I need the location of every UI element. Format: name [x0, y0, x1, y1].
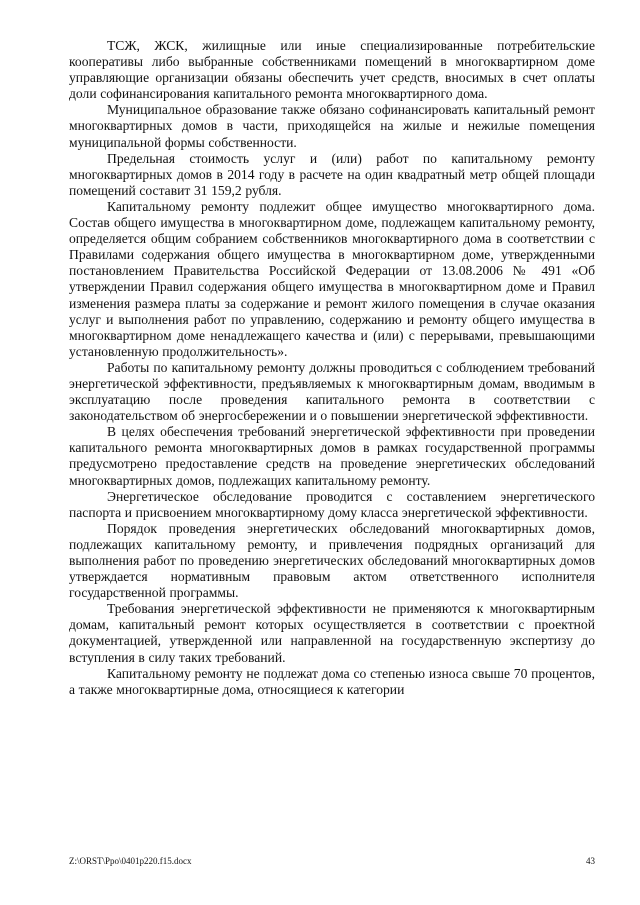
paragraph-energy-passport: Энергетическое обследование проводится с составлением энергетического паспорта и присвоением многоквартирному дому класса энергетической эффективности.: [69, 488, 595, 520]
paragraph-energy-requirements: Работы по капитальному ремонту должны проводиться с соблюдением требований энергетической эффективности, предъявляемых к многоквартирным домам, вводимым в эксплуатацию после проведения капитального ремонта в соответствии с законодательством об энергосбережении и о повышении энергетической эффективности.: [69, 359, 595, 424]
footer-file-path: Z:\ORST\Ppo\0401p220.f15.docx: [69, 856, 192, 866]
document-body: [69, 38, 595, 698]
paragraph-audit-procedure: Порядок проведения энергетических обследований многоквартирных домов, подлежащих капитальному ремонту, и привлечения подрядных организаций для выполнения работ по проведению энергетических обследований многоквартирных домов утверждается нормативным правовым актом ответственного исполнителя государственной программы.: [69, 520, 595, 601]
paragraph-cost-limit: Предельная стоимость услуг и (или) работ по капитальному ремонту многоквартирных домов в 2014 году в расчете на один квадратный метр общей площади помещений составит 31 159,2 рубля.: [69, 150, 595, 198]
page-footer: [69, 856, 595, 867]
paragraph-energy-audit-funding: В целях обеспечения требований энергетической эффективности при проведении капитального ремонта многоквартирных домов в рамках государственной программы предусмотрено предоставление средств на проведение энергетических обследований многоквартирных домов, подлежащих капитальному ремонту.: [69, 424, 595, 488]
page-number: 43: [586, 856, 595, 866]
paragraph-requirements-exemption: Требования энергетической эффективности не применяются к многоквартирным домам, капитальный ремонт которых осуществляется в соответствии с проектной документацией, утвержденной или направленной на государственную экспертизу до вступления в силу таких требований.: [69, 601, 595, 665]
paragraph-common-property: Капитальному ремонту подлежит общее имущество многоквартирного дома. Состав общего имущества в многоквартирном доме, подлежащем капитальному ремонту, определяется общим собранием собственников многоквартирного дома в соответствии с Правилами содержания общего имущества в многоквартирном доме, утвержденными постановлением Правительства Российской Федерации от 13.08.2006 № 491 «Об утверждении Правил содержания общего имущества в многоквартирном доме и Правил изменения размера платы за содержание и ремонт жилого помещения в случае оказания услуг и выполнения работ по управлению, содержанию и ремонту общего имущества в многоквартирном доме ненадлежащего качества и (или) с перерывами, превышающими установленную продолжительность».: [69, 198, 595, 359]
paragraph-municipal-cofinancing: Муниципальное образование также обязано софинансировать капитальный ремонт многоквартирных домов в части, приходящейся на жилые и нежилые помещения муниципальной формы собственности.: [69, 102, 595, 150]
paragraph-wear-exclusion: Капитальному ремонту не подлежат дома со степенью износа свыше 70 процентов, а также многоквартирные дома, относящиеся к категории: [69, 665, 595, 697]
paragraph-hoa-accounting: ТСЖ, ЖСК, жилищные или иные специализированные потребительские кооперативы либо выбранные собственниками помещений в многоквартирном доме управляющие организации обязаны обеспечить учет средств, вносимых в счет оплаты доли софинансирования капитального ремонта многоквартирного дома.: [69, 38, 595, 102]
